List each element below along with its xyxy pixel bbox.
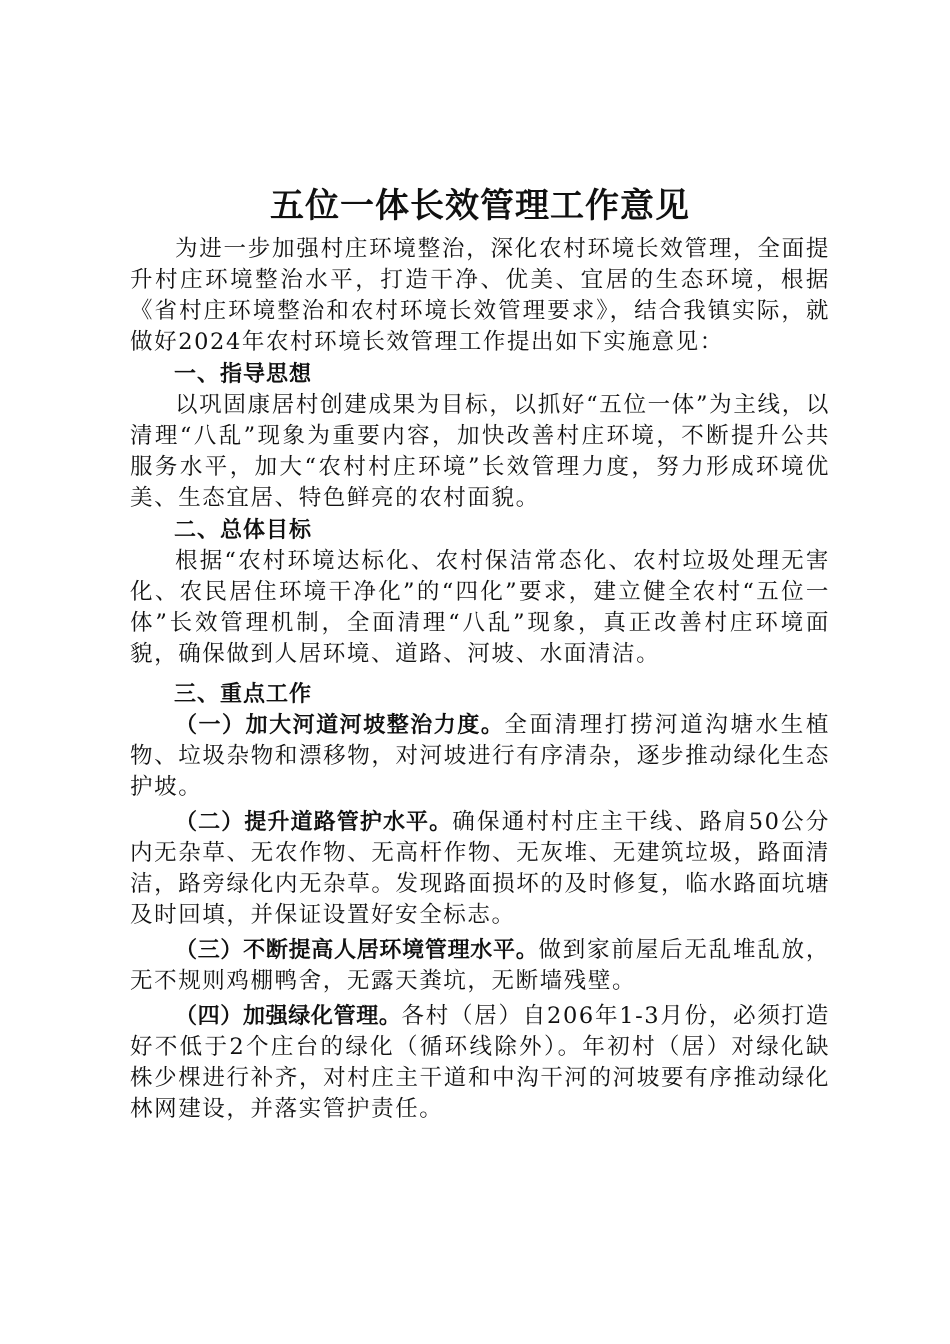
document-page — [130, 180, 830, 1125]
key-task-text: 确保通村村庄主干线、路肩50公分内无杂草、无农作物、无高杆作物、无灰堆、无建筑垃圾，路面清洁，路旁绿化内无杂草。发现路面损坏的及时修复，临水路面坑塘及时回填，并保证设置好安全标志。 — [130, 809, 830, 928]
section-heading-guiding-ideology: 一、指导思想 — [174, 362, 313, 387]
section-body-guiding-ideology: 以巩固康居村创建成果为目标，以抓好“五位一体”为主线，以清理“八乱”现象为重要内容，加快改善村庄环境，不断提升公共服务水平，加大“农村村庄环境”长效管理力度，努力形成环境优美、生态宜居、特色鲜亮的农村面貌。 — [130, 392, 830, 511]
key-task-paragraph — [130, 807, 830, 931]
document-title: 五位一体长效管理工作意见 — [270, 186, 690, 226]
section-heading-key-work: 三、重点工作 — [174, 682, 313, 707]
key-task-text: 各村（居）自206年1-3月份，必须打造好不低于2个庄台的绿化（循环线除外）。年初村（居）对绿化缺株少棵进行补齐，对村庄主干道和中沟干河的河坡要有序推动绿化林网建设，并落实管护责任。 — [130, 1003, 830, 1122]
intro-paragraph: 为进一步加强村庄环境整治，深化农村环境长效管理，全面提升村庄环境整治水平，打造干净、优美、宜居的生态环境，根据《省村庄环境整治和农村环境长效管理要求》，结合我镇实际，就做好2024年农村环境长效管理工作提出如下实施意见： — [130, 236, 830, 355]
key-task-lead: （一）加大河道河坡整治力度。 — [175, 713, 505, 738]
key-task-lead: （三）不断提高人居环境管理水平。 — [175, 938, 539, 963]
key-task-text: 做到家前屋后无乱堆乱放，无不规则鸡棚鸭舍，无露天粪坑，无断墙残壁。 — [130, 937, 830, 994]
key-task-lead: （二）提升道路管护水平。 — [175, 810, 453, 835]
key-task-paragraph — [130, 710, 830, 803]
section-heading-overall-goals: 二、总体目标 — [174, 518, 313, 543]
key-task-lead: （四）加强绿化管理。 — [175, 1004, 402, 1029]
key-task-text: 全面清理打捞河道沟塘水生植物、垃圾杂物和漂移物，对河坡进行有序清杂，逐步推动绿化生态护坡。 — [130, 712, 830, 800]
key-task-paragraph — [130, 935, 830, 997]
key-task-paragraph — [130, 1001, 830, 1125]
section-body-overall-goals: 根据“农村环境达标化、农村保洁常态化、农村垃圾处理无害化、农民居住环境干净化”的“四化”要求，建立健全农村“五位一体”长效管理机制，全面清理“八乱”现象，真正改善村庄环境面貌，确保做到人居环境、道路、河坡、水面清洁。 — [130, 548, 830, 667]
